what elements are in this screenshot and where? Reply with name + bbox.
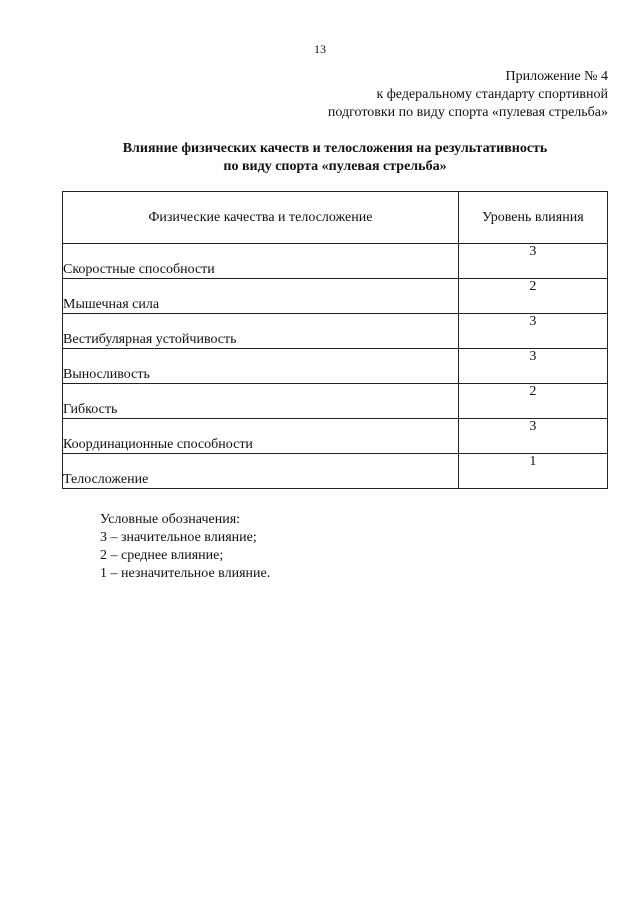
appendix-line-1: Приложение № 4 [505, 69, 608, 84]
table-header-row [63, 192, 608, 244]
level-cell: 1 [458, 454, 607, 489]
quality-cell: Телосложение [63, 454, 459, 489]
table-row [63, 454, 608, 489]
level-cell: 2 [458, 279, 607, 314]
influence-table [62, 191, 608, 489]
table-row [63, 419, 608, 454]
legend-item: 2 – среднее влияние; [100, 548, 224, 563]
level-cell: 2 [458, 384, 607, 419]
header-level: Уровень влияния [458, 192, 607, 244]
quality-cell: Выносливость [63, 349, 459, 384]
quality-cell: Скоростные способности [63, 244, 459, 279]
level-cell: 3 [458, 244, 607, 279]
header-quality: Физические качества и телосложение [63, 192, 459, 244]
legend-item: 1 – незначительное влияние. [100, 566, 271, 581]
table-row [63, 244, 608, 279]
level-cell: 3 [458, 419, 607, 454]
appendix-line-2: к федеральному стандарту спортивной [376, 87, 608, 102]
title-line-1: Влияние физических качеств и телосложения на результативность [122, 141, 548, 156]
quality-cell: Координационные способности [63, 419, 459, 454]
legend [100, 511, 270, 583]
document-title [0, 140, 640, 176]
title-line-2: по виду спорта «пулевая стрельба» [223, 159, 447, 174]
quality-cell: Мышечная сила [63, 279, 459, 314]
legend-heading: Условные обозначения: [100, 512, 241, 527]
table-row [63, 314, 608, 349]
level-cell: 3 [458, 349, 607, 384]
table-row [63, 279, 608, 314]
appendix-header [328, 68, 608, 122]
table-row [63, 349, 608, 384]
quality-cell: Гибкость [63, 384, 459, 419]
quality-cell: Вестибулярная устойчивость [63, 314, 459, 349]
level-cell: 3 [458, 314, 607, 349]
page-number: 13 [314, 42, 326, 56]
legend-item: 3 – значительное влияние; [100, 530, 257, 545]
appendix-line-3: подготовки по виду спорта «пулевая стрельба» [327, 105, 608, 120]
table-row [63, 384, 608, 419]
